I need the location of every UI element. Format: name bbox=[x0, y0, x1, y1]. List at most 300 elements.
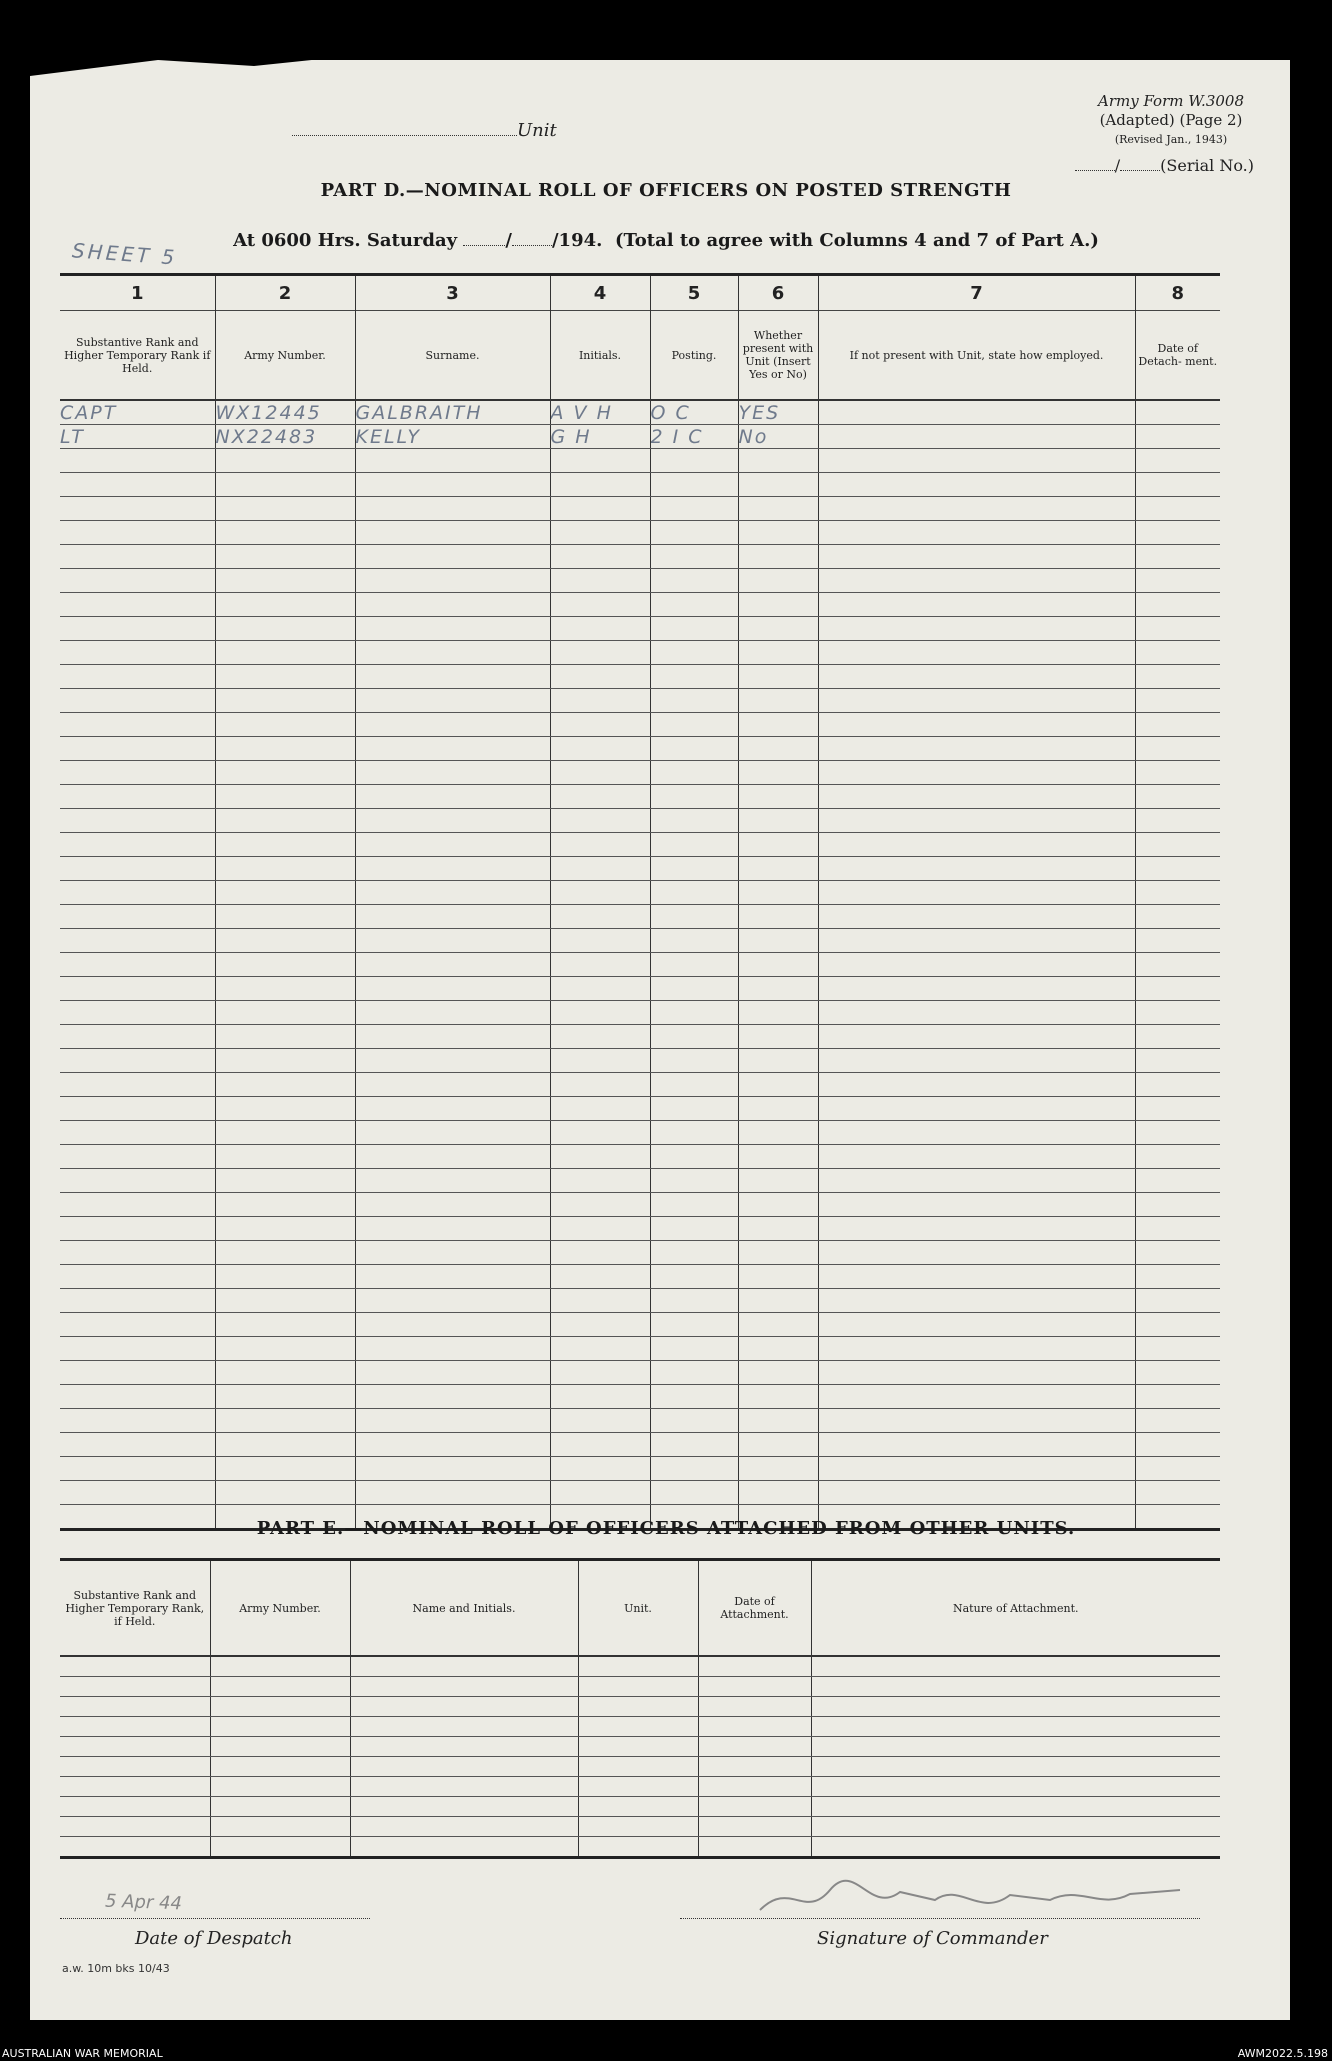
table-cell bbox=[60, 1025, 215, 1049]
table-cell bbox=[60, 1265, 215, 1289]
table-cell bbox=[811, 1717, 1220, 1737]
table-row bbox=[60, 1025, 1220, 1049]
table-cell bbox=[818, 833, 1135, 857]
table-cell bbox=[355, 857, 550, 881]
table-row bbox=[60, 881, 1220, 905]
table-row bbox=[60, 857, 1220, 881]
table-cell bbox=[215, 497, 355, 521]
table-cell bbox=[1135, 689, 1220, 713]
table-cell bbox=[355, 497, 550, 521]
table-cell bbox=[650, 1001, 738, 1025]
table-cell bbox=[550, 1289, 650, 1313]
table-cell bbox=[215, 737, 355, 761]
table-cell bbox=[650, 809, 738, 833]
part-d-title: PART D.—NOMINAL ROLL OF OFFICERS ON POSTED STRENGTH bbox=[320, 180, 1012, 201]
table-cell bbox=[818, 569, 1135, 593]
table-cell bbox=[698, 1797, 811, 1817]
table-cell bbox=[215, 641, 355, 665]
table-cell bbox=[738, 1241, 818, 1265]
table-cell bbox=[818, 1193, 1135, 1217]
table-row bbox=[60, 953, 1220, 977]
table-cell bbox=[550, 713, 650, 737]
table-cell bbox=[578, 1797, 698, 1817]
table-cell bbox=[215, 1049, 355, 1073]
table-cell bbox=[215, 905, 355, 929]
table-cell bbox=[215, 617, 355, 641]
table-cell bbox=[60, 1837, 210, 1858]
table-row bbox=[60, 1265, 1220, 1289]
table-cell bbox=[355, 689, 550, 713]
table-cell bbox=[738, 1145, 818, 1169]
table-cell bbox=[215, 977, 355, 1001]
table-cell bbox=[60, 953, 215, 977]
table-cell bbox=[818, 761, 1135, 785]
part-d-table bbox=[60, 273, 1220, 1531]
table-cell bbox=[738, 1433, 818, 1457]
table-cell bbox=[818, 473, 1135, 497]
table-row bbox=[60, 737, 1220, 761]
table-cell bbox=[650, 521, 738, 545]
table-cell bbox=[60, 1457, 215, 1481]
table-cell bbox=[60, 1193, 215, 1217]
table-cell bbox=[1135, 1433, 1220, 1457]
table-cell bbox=[215, 1385, 355, 1409]
table-cell bbox=[650, 1241, 738, 1265]
table-cell bbox=[355, 1097, 550, 1121]
table-cell bbox=[355, 905, 550, 929]
table-cell bbox=[215, 1001, 355, 1025]
table-cell bbox=[550, 569, 650, 593]
table-cell bbox=[550, 1049, 650, 1073]
table-cell bbox=[60, 473, 215, 497]
table-cell bbox=[738, 1409, 818, 1433]
table-cell bbox=[355, 737, 550, 761]
table-row bbox=[60, 1073, 1220, 1097]
table-cell bbox=[650, 977, 738, 1001]
table-cell bbox=[355, 1001, 550, 1025]
table-cell bbox=[1135, 905, 1220, 929]
part-e-table bbox=[60, 1558, 1220, 1859]
table-cell bbox=[60, 1337, 215, 1361]
unit-label: Unit bbox=[517, 120, 557, 141]
table-cell bbox=[355, 1481, 550, 1505]
table-cell bbox=[550, 1433, 650, 1457]
table-cell bbox=[738, 857, 818, 881]
table-cell bbox=[738, 953, 818, 977]
table-cell bbox=[60, 1217, 215, 1241]
column-header: If not present with Unit, state how employed. bbox=[818, 311, 1135, 401]
table-row bbox=[60, 1169, 1220, 1193]
table-row bbox=[60, 593, 1220, 617]
table-row bbox=[60, 809, 1220, 833]
table-cell bbox=[650, 881, 738, 905]
table-cell bbox=[818, 1433, 1135, 1457]
table-cell bbox=[1135, 497, 1220, 521]
table-cell bbox=[738, 1097, 818, 1121]
table-cell bbox=[60, 569, 215, 593]
table-cell bbox=[818, 785, 1135, 809]
table-cell bbox=[650, 761, 738, 785]
table-cell bbox=[650, 1409, 738, 1433]
part-e-row bbox=[60, 1697, 1220, 1717]
table-cell bbox=[738, 641, 818, 665]
table-cell bbox=[1135, 953, 1220, 977]
table-cell bbox=[215, 1361, 355, 1385]
table-cell bbox=[1135, 809, 1220, 833]
table-cell bbox=[215, 1313, 355, 1337]
table-cell bbox=[550, 857, 650, 881]
part-e-title: PART E.—NOMINAL ROLL OF OFFICERS ATTACHED FROM OTHER UNITS. bbox=[256, 1518, 1076, 1539]
table-cell bbox=[215, 1409, 355, 1433]
table-cell bbox=[550, 545, 650, 569]
table-cell bbox=[738, 497, 818, 521]
form-adapted: (Adapted) (Page 2) bbox=[1099, 111, 1243, 129]
table-cell bbox=[355, 833, 550, 857]
table-cell bbox=[818, 737, 1135, 761]
table-cell bbox=[650, 1337, 738, 1361]
table-row bbox=[60, 569, 1220, 593]
table-cell bbox=[350, 1797, 578, 1817]
table-cell bbox=[818, 929, 1135, 953]
table-cell bbox=[818, 1121, 1135, 1145]
table-cell bbox=[1135, 1001, 1220, 1025]
table-cell: YES bbox=[738, 400, 818, 425]
table-cell bbox=[818, 449, 1135, 473]
table-cell bbox=[650, 929, 738, 953]
table-cell bbox=[550, 1217, 650, 1241]
table-cell bbox=[215, 953, 355, 977]
table-cell bbox=[818, 1313, 1135, 1337]
table-cell bbox=[355, 1121, 550, 1145]
table-cell bbox=[60, 1241, 215, 1265]
table-cell bbox=[215, 521, 355, 545]
table-row bbox=[60, 1001, 1220, 1025]
date-of-despatch-line bbox=[60, 1918, 370, 1919]
table-cell bbox=[818, 953, 1135, 977]
table-cell bbox=[210, 1837, 350, 1858]
table-cell bbox=[215, 1457, 355, 1481]
table-cell bbox=[215, 545, 355, 569]
table-cell bbox=[818, 1001, 1135, 1025]
despatch-handwriting: 5 Apr 44 bbox=[104, 1890, 183, 1915]
part-e-column-header: Name and Initials. bbox=[350, 1560, 578, 1657]
table-cell bbox=[578, 1717, 698, 1737]
table-cell bbox=[818, 425, 1135, 449]
table-cell bbox=[215, 1169, 355, 1193]
table-cell bbox=[818, 977, 1135, 1001]
form-revised: (Revised Jan., 1943) bbox=[1114, 133, 1228, 146]
table-cell bbox=[355, 1385, 550, 1409]
table-cell bbox=[210, 1757, 350, 1777]
table-cell bbox=[738, 1265, 818, 1289]
archive-id: AWM2022.5.198 bbox=[1237, 2047, 1328, 2060]
table-cell bbox=[350, 1697, 578, 1717]
table-cell bbox=[1135, 1169, 1220, 1193]
table-cell bbox=[550, 1337, 650, 1361]
part-e-row bbox=[60, 1777, 1220, 1797]
table-cell bbox=[698, 1677, 811, 1697]
table-cell bbox=[1135, 1097, 1220, 1121]
table-row bbox=[60, 689, 1220, 713]
table-cell bbox=[60, 857, 215, 881]
table-cell bbox=[355, 521, 550, 545]
part-d-date-line: At 0600 Hrs. Saturday / /194. (Total to agree with Columns 4 and 7 of Part A.) bbox=[233, 230, 1099, 251]
table-cell bbox=[60, 1097, 215, 1121]
table-cell bbox=[818, 1073, 1135, 1097]
table-cell bbox=[210, 1656, 350, 1677]
table-cell bbox=[1135, 545, 1220, 569]
table-row bbox=[60, 713, 1220, 737]
table-cell bbox=[650, 857, 738, 881]
form-name: Army Form W.3008 bbox=[1098, 92, 1244, 110]
table-cell bbox=[811, 1817, 1220, 1837]
table-cell bbox=[60, 449, 215, 473]
table-cell bbox=[738, 929, 818, 953]
table-row bbox=[60, 977, 1220, 1001]
table-cell bbox=[650, 665, 738, 689]
table-row bbox=[60, 1433, 1220, 1457]
table-cell bbox=[215, 1025, 355, 1049]
table-cell bbox=[550, 665, 650, 689]
table-cell bbox=[550, 641, 650, 665]
table-cell bbox=[550, 1097, 650, 1121]
table-cell bbox=[738, 521, 818, 545]
table-cell bbox=[355, 1145, 550, 1169]
table-cell bbox=[215, 1481, 355, 1505]
table-cell bbox=[578, 1837, 698, 1858]
table-cell bbox=[650, 1385, 738, 1409]
table-cell bbox=[650, 1457, 738, 1481]
table-cell bbox=[818, 497, 1135, 521]
table-cell bbox=[1135, 1193, 1220, 1217]
table-cell bbox=[818, 1241, 1135, 1265]
table-cell bbox=[1135, 977, 1220, 1001]
table-cell bbox=[550, 593, 650, 617]
table-row bbox=[60, 1049, 1220, 1073]
table-cell bbox=[818, 1169, 1135, 1193]
table-cell bbox=[650, 617, 738, 641]
table-row bbox=[60, 1121, 1220, 1145]
column-header: Date of Detach- ment. bbox=[1135, 311, 1220, 401]
table-cell bbox=[550, 1265, 650, 1289]
table-cell bbox=[60, 1677, 210, 1697]
table-cell bbox=[818, 665, 1135, 689]
table-cell bbox=[210, 1777, 350, 1797]
table-cell bbox=[738, 1289, 818, 1313]
table-cell bbox=[698, 1777, 811, 1797]
table-cell bbox=[355, 761, 550, 785]
table-cell bbox=[738, 1049, 818, 1073]
table-cell: GALBRAITH bbox=[355, 400, 550, 425]
table-cell bbox=[818, 857, 1135, 881]
at-note: (Total to agree with Columns 4 and 7 of Part A.) bbox=[614, 230, 1099, 251]
table-cell bbox=[738, 713, 818, 737]
column-number: 4 bbox=[550, 275, 650, 311]
table-cell bbox=[578, 1656, 698, 1677]
table-cell bbox=[60, 737, 215, 761]
table-cell bbox=[811, 1837, 1220, 1858]
commander-signature bbox=[750, 1870, 1190, 1925]
table-cell bbox=[818, 809, 1135, 833]
table-cell bbox=[738, 1313, 818, 1337]
table-row bbox=[60, 400, 1220, 425]
table-cell bbox=[350, 1837, 578, 1858]
table-cell bbox=[355, 593, 550, 617]
table-cell bbox=[738, 785, 818, 809]
archive-credit: AUSTRALIAN WAR MEMORIAL bbox=[2, 2047, 163, 2060]
part-e-column-header: Army Number. bbox=[210, 1560, 350, 1657]
table-row bbox=[60, 521, 1220, 545]
table-cell bbox=[698, 1717, 811, 1737]
table-cell bbox=[1135, 473, 1220, 497]
table-cell bbox=[578, 1757, 698, 1777]
unit-field bbox=[292, 120, 557, 141]
table-cell bbox=[60, 689, 215, 713]
table-cell bbox=[210, 1677, 350, 1697]
table-cell bbox=[210, 1817, 350, 1837]
table-cell bbox=[650, 953, 738, 977]
table-row bbox=[60, 617, 1220, 641]
table-cell bbox=[738, 665, 818, 689]
part-e-row bbox=[60, 1837, 1220, 1858]
table-cell bbox=[550, 1457, 650, 1481]
table-row bbox=[60, 929, 1220, 953]
table-cell bbox=[818, 1289, 1135, 1313]
table-cell bbox=[1135, 1241, 1220, 1265]
table-cell bbox=[818, 617, 1135, 641]
table-cell bbox=[818, 905, 1135, 929]
table-cell bbox=[811, 1777, 1220, 1797]
table-cell bbox=[60, 1777, 210, 1797]
table-cell bbox=[1135, 641, 1220, 665]
table-cell bbox=[550, 905, 650, 929]
table-cell bbox=[350, 1717, 578, 1737]
table-cell bbox=[738, 617, 818, 641]
table-cell bbox=[818, 1049, 1135, 1073]
table-cell bbox=[550, 737, 650, 761]
table-cell bbox=[818, 689, 1135, 713]
table-cell bbox=[811, 1797, 1220, 1817]
table-cell bbox=[818, 881, 1135, 905]
table-cell bbox=[650, 833, 738, 857]
table-cell bbox=[355, 1025, 550, 1049]
table-cell bbox=[738, 1193, 818, 1217]
part-e-column-header: Nature of Attachment. bbox=[811, 1560, 1220, 1657]
table-cell bbox=[215, 785, 355, 809]
column-number: 6 bbox=[738, 275, 818, 311]
table-cell bbox=[60, 977, 215, 1001]
table-cell bbox=[215, 881, 355, 905]
table-cell bbox=[650, 1169, 738, 1193]
table-cell bbox=[550, 1313, 650, 1337]
table-cell bbox=[355, 1073, 550, 1097]
table-cell bbox=[215, 713, 355, 737]
table-cell bbox=[738, 1001, 818, 1025]
table-cell bbox=[1135, 425, 1220, 449]
table-cell bbox=[60, 617, 215, 641]
table-cell bbox=[550, 449, 650, 473]
table-cell bbox=[1135, 449, 1220, 473]
part-e-row bbox=[60, 1737, 1220, 1757]
table-cell bbox=[215, 1121, 355, 1145]
table-cell: O C bbox=[650, 400, 738, 425]
table-cell bbox=[1135, 761, 1220, 785]
table-cell bbox=[578, 1697, 698, 1717]
table-row bbox=[60, 497, 1220, 521]
table-cell bbox=[60, 905, 215, 929]
table-cell bbox=[60, 1145, 215, 1169]
table-cell bbox=[1135, 1073, 1220, 1097]
table-cell bbox=[355, 785, 550, 809]
table-cell bbox=[215, 1217, 355, 1241]
table-cell bbox=[818, 1025, 1135, 1049]
table-cell bbox=[215, 1145, 355, 1169]
table-cell bbox=[811, 1757, 1220, 1777]
table-cell bbox=[578, 1677, 698, 1697]
table-cell bbox=[650, 1025, 738, 1049]
part-e-row bbox=[60, 1717, 1220, 1737]
table-row bbox=[60, 1385, 1220, 1409]
column-header-row bbox=[60, 311, 1220, 401]
table-cell bbox=[1135, 617, 1220, 641]
table-row bbox=[60, 1481, 1220, 1505]
table-row bbox=[60, 1289, 1220, 1313]
table-cell bbox=[1135, 1313, 1220, 1337]
table-cell bbox=[578, 1777, 698, 1797]
sheet-note: SHEET 5 bbox=[71, 238, 179, 270]
table-cell bbox=[550, 1121, 650, 1145]
table-cell bbox=[818, 521, 1135, 545]
table-cell bbox=[215, 929, 355, 953]
table-cell bbox=[215, 1193, 355, 1217]
table-cell bbox=[650, 449, 738, 473]
part-e-row bbox=[60, 1817, 1220, 1837]
table-cell bbox=[215, 593, 355, 617]
table-cell bbox=[550, 953, 650, 977]
table-cell bbox=[650, 1073, 738, 1097]
table-cell bbox=[698, 1837, 811, 1858]
table-cell bbox=[215, 449, 355, 473]
table-cell bbox=[818, 1337, 1135, 1361]
table-cell bbox=[650, 1121, 738, 1145]
table-cell bbox=[60, 1073, 215, 1097]
table-cell: CAPT bbox=[60, 400, 215, 425]
table-cell bbox=[550, 473, 650, 497]
table-cell bbox=[738, 1169, 818, 1193]
table-cell bbox=[215, 665, 355, 689]
table-cell bbox=[650, 1313, 738, 1337]
table-cell bbox=[818, 1217, 1135, 1241]
table-cell bbox=[818, 1097, 1135, 1121]
table-cell bbox=[355, 929, 550, 953]
table-cell bbox=[738, 569, 818, 593]
table-cell bbox=[350, 1777, 578, 1797]
table-cell bbox=[215, 1265, 355, 1289]
table-cell bbox=[355, 809, 550, 833]
column-number: 5 bbox=[650, 275, 738, 311]
table-row bbox=[60, 1409, 1220, 1433]
table-cell bbox=[578, 1737, 698, 1757]
table-cell bbox=[738, 593, 818, 617]
part-e-column-header: Substantive Rank and Higher Temporary Rank, if Held. bbox=[60, 1560, 210, 1657]
table-cell bbox=[1135, 1265, 1220, 1289]
table-cell bbox=[650, 737, 738, 761]
at-prefix: At 0600 Hrs. Saturday bbox=[233, 230, 458, 251]
table-cell: LT bbox=[60, 425, 215, 449]
table-row bbox=[60, 905, 1220, 929]
table-cell bbox=[60, 1817, 210, 1837]
table-cell bbox=[650, 1361, 738, 1385]
